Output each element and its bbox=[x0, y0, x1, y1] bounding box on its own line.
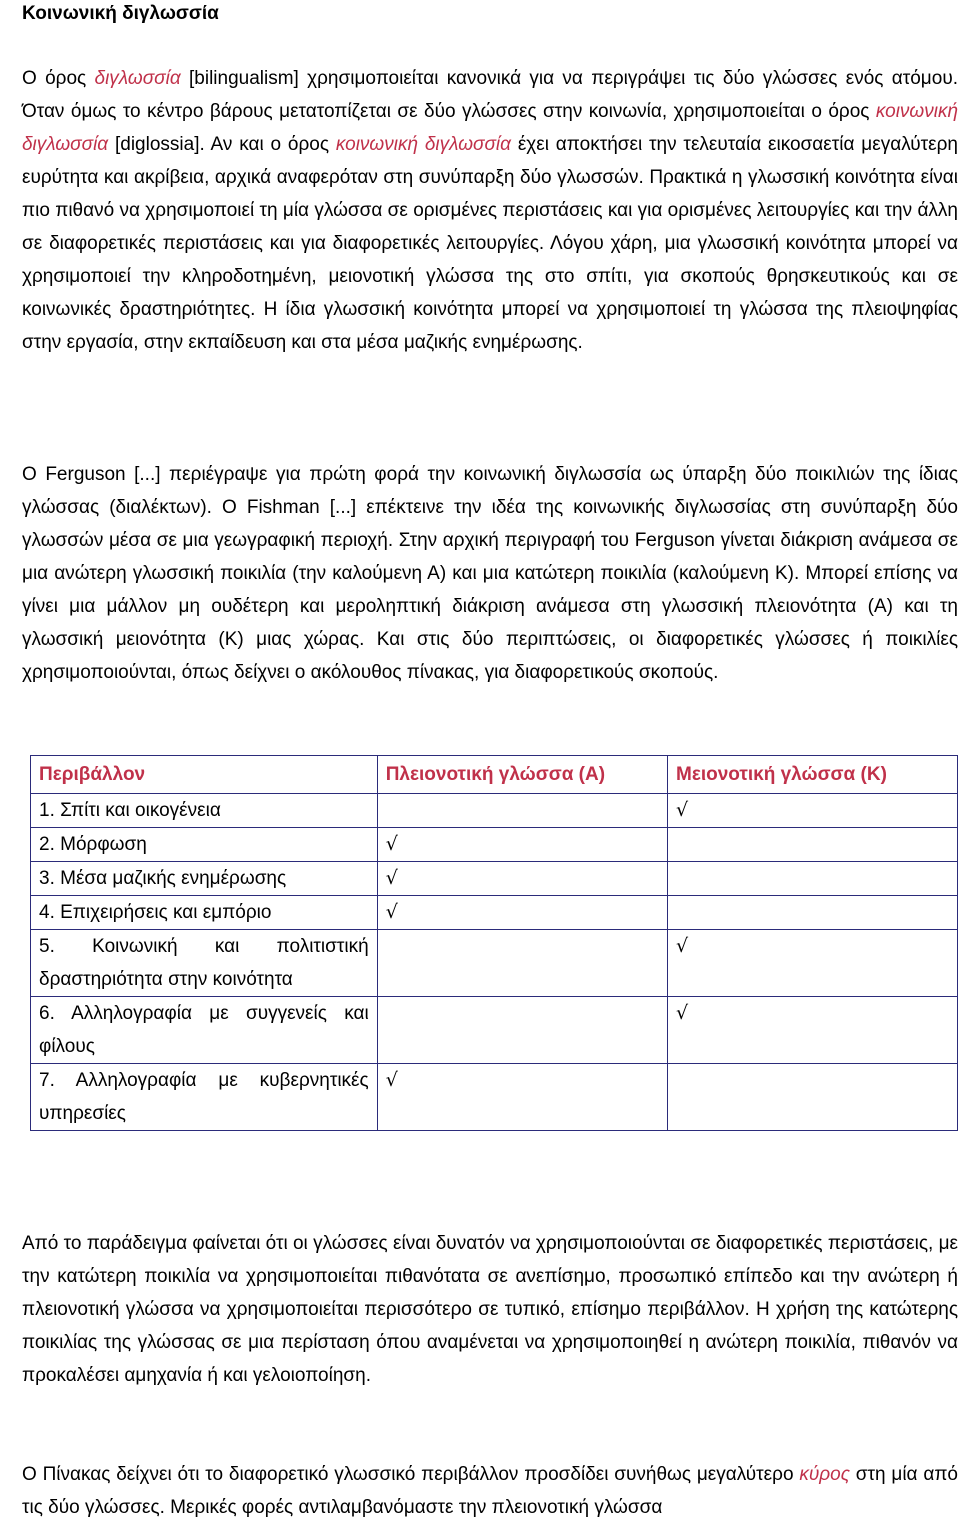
p4-text-2: στη μία από τις δύο γλώσσες. Μερικές φορές αντιλαμβανόμαστε την πλειονοτική γλώσσα bbox=[22, 1464, 959, 1518]
p4-text-1: Ο Πίνακας δείχνει ότι το διαφορετικό γλωσσικό περιβάλλον προσδίδει συνήθως μεγαλύτερο bbox=[22, 1464, 800, 1485]
majority-check: √ bbox=[377, 1064, 667, 1131]
majority-check bbox=[377, 794, 667, 828]
p1-text-1: Ο όρος bbox=[22, 68, 95, 89]
table-row bbox=[31, 1064, 958, 1131]
majority-check bbox=[377, 997, 667, 1064]
p1-text-2: [bilingualism] χρησιμοποιείται κανονικά για να περιγράψει τις δύο γλώσσες ενός ατόμου. Όταν όμως το κέντρο βάρους μετατοπίζεται σε δύο γλώσσες στην κοινωνία, χρησιμοποιείται ο όρος bbox=[22, 68, 958, 122]
p1-text-4: έχει αποκτήσει την τελευταία εικοσαετία μεγαλύτερη ευρύτητα και ακρίβεια, αρχικά αναφερόταν στη συνύπαρξη δύο γλωσσών. Πρακτικά η γλωσσική κοινότητα είναι πιο πιθανό να χρησιμοποιεί τη μία γλώσσα σε ορισμένες περιστάσεις και για ορισμένες λειτουργίες και την άλλη σε διαφορετικές περιστάσεις και για διαφορετικές λειτουργίες. Λόγου χάρη, μια γλωσσική κοινότητα μπορεί να χρησιμοποιεί την κληροδοτημένη, μειονοτική γλώσσα της στο σπίτι, για σκοπούς θρησκευτικούς και σε κοινωνικές δραστηριότητες. Η ίδια γλωσσική κοινότητα μπορεί να χρησιμοποιεί τη γλώσσα της πλειοψηφίας στην εργασία, στην εκπαίδευση και στα μέσα μαζικής ενημέρωσης. bbox=[22, 134, 958, 353]
table-row bbox=[31, 794, 958, 828]
paragraph-ferguson-fishman: Ο Ferguson [...] περιέγραψε για πρώτη φορά την κοινωνική διγλωσσία ως ύπαρξη δύο ποικιλιών της ίδιας γλώσσας (διαλέκτων). Ο Fishman [...] επέκτεινε την ιδέα της κοινωνικής διγλωσσίας στη συνύπαρξη δύο γλωσσών μέσα σε μια γεωγραφική περιοχή. Στην αρχική περιγραφή του Ferguson γίνεται διάκριση ανάμεσα σε μια ανώτερη γλωσσική ποικιλία (την καλούμενη Α) και μια κατώτερη ποικιλία (καλούμενη Κ). Μπορεί επίσης να γίνει μια μάλλον μη ουδέτερη και μεροληπτική διάκριση ανάμεσα στη γλωσσική πλειονότητα (Α) και τη γλωσσική μειονότητα (Κ) μιας χώρας. Και στις δύο περιπτώσεις, οι διαφορετικές γλώσσες ή ποικιλίες χρησιμοποιούνται, όπως δείχνει ο ακόλουθος πίνακας, για διαφορετικούς σκοπούς. bbox=[22, 464, 958, 683]
row-label: 1. Σπίτι και οικογένεια bbox=[31, 794, 378, 828]
term-prestige: κύρος bbox=[799, 1464, 850, 1485]
majority-check: √ bbox=[377, 862, 667, 896]
table-row bbox=[31, 896, 958, 930]
minority-check: √ bbox=[668, 930, 958, 997]
majority-check: √ bbox=[377, 828, 667, 862]
minority-check bbox=[668, 896, 958, 930]
paragraph-example-usage: Από το παράδειγμα φαίνεται ότι οι γλώσσες είναι δυνατόν να χρησιμοποιούνται σε διαφορετικές περιστάσεις, με την κατώτερη ποικιλία να χρησιμοποιείται πιθανότατα σε ανεπίσημο, προσωπικό επίπεδο και την ανώτερη ή πλειονοτική γλώσσα να χρησιμοποιείται περισσότερο σε τυπικό, επίσημο περιβάλλον. Η χρήση της κατώτερης ποικιλίας της γλώσσας σε μια περίσταση όπου αναμένεται να χρησιμοποιηθεί η ανώτερη ποικιλία, πιθανόν να προκαλέσει αμηχανία ή και γελοιοποίηση. bbox=[22, 1233, 958, 1386]
minority-check: √ bbox=[668, 794, 958, 828]
language-environment-table bbox=[30, 755, 958, 1131]
row-label: 4. Επιχειρήσεις και εμπόριο bbox=[31, 896, 378, 930]
table-row bbox=[31, 930, 958, 997]
header-environment: Περιβάλλον bbox=[31, 756, 378, 794]
header-majority-language: Πλειονοτική γλώσσα (Α) bbox=[377, 756, 667, 794]
row-label: 6. Αλληλογραφία με συγγενείς και φίλους bbox=[31, 997, 378, 1064]
paragraph-bilingualism bbox=[22, 62, 958, 359]
majority-check: √ bbox=[377, 896, 667, 930]
term-diglossia-1: κοινωνική διγλωσσία bbox=[22, 101, 958, 155]
minority-check bbox=[668, 828, 958, 862]
table-header-row bbox=[31, 756, 958, 794]
row-label: 7. Αλληλογραφία με κυβερνητικές υπηρεσίες bbox=[31, 1064, 378, 1131]
term-diglossia-2: κοινωνική διγλωσσία bbox=[335, 134, 511, 155]
minority-check: √ bbox=[668, 997, 958, 1064]
table-row bbox=[31, 862, 958, 896]
page-title: Κοινωνική διγλωσσία bbox=[22, 3, 219, 24]
minority-check bbox=[668, 1064, 958, 1131]
row-label: 5. Κοινωνική και πολιτιστική δραστηριότητα στην κοινότητα bbox=[31, 930, 378, 997]
term-bilingualism: διγλωσσία bbox=[94, 68, 181, 89]
p1-text-3: [diglossia]. Αν και ο όρος bbox=[108, 134, 336, 155]
header-minority-language: Μειονοτική γλώσσα (Κ) bbox=[668, 756, 958, 794]
minority-check bbox=[668, 862, 958, 896]
majority-check bbox=[377, 930, 667, 997]
row-label: 3. Μέσα μαζικής ενημέρωσης bbox=[31, 862, 378, 896]
table-row bbox=[31, 997, 958, 1064]
row-label: 2. Μόρφωση bbox=[31, 828, 378, 862]
paragraph-prestige bbox=[22, 1458, 958, 1524]
table-row bbox=[31, 828, 958, 862]
